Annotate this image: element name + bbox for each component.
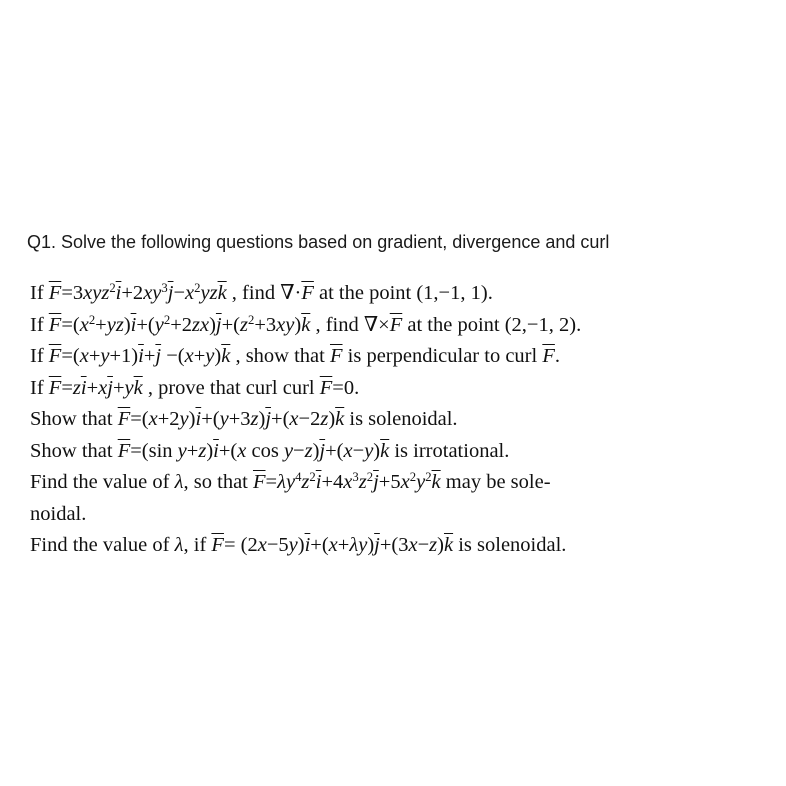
question-3: If $\overline{F}=(x+y+1)\overline{i}+\overline{j} -(x+y)\overline{k}$ , show that $\overline{F}$ is perpendicular to curl $\overline{F}$. (30, 345, 560, 367)
question-4: If $\overline{F}=z\overline{i}+x\overline{j}+y\overline{k}$ , prove that curl curl $\overline{F}=0$. (30, 376, 360, 399)
question-heading: Q1. Solve the following questions based on gradient, divergence and curl (27, 232, 610, 252)
question-6: Show that $\overline{F}=(\sin$ $y+z)\overline{i}+(x$ $\cos y-z)\overline{j}+(x-y)\overline{k}$ is irrotational. (30, 439, 510, 462)
question-2: If $\overline{F}=(x^2+yz)\overline{i}+(y^2+2zx)\overline{j}+(z^2+3xy)\overline{k}$ , find $\nabla\times\overline{F}$ at the point (2,−1, 2). (30, 312, 582, 336)
question-5: Show that $\overline{F}=(x+2y)\overline{i}+(y+3z)\overline{j}+(x-2z)\overline{k}$ is solenoidal. (30, 408, 458, 430)
question-1: If $\overline{F}=3xyz^2\overline{i}+2xy^3\overline{j}-x^2yz\overline{k}$ , find $\nabla\cdot\overline{F}$ at the point (1,−1, 1). (30, 281, 493, 304)
question-list (30, 278, 760, 562)
question-7: Find the value of λ, so that $\overline{F}=\lambda y^4z^2\overline{i}+4x^3z^2\overline{j}+5x^2y^2\overline{k}$ may be sole- noidal. (30, 470, 551, 525)
question-8: Find the value of λ, if $\overline{F}= (2x-5y)\overline{i}+(x+\lambda y)\overline{j}+(3x-z)\overline{k}$ is solenoidal. (30, 534, 567, 556)
